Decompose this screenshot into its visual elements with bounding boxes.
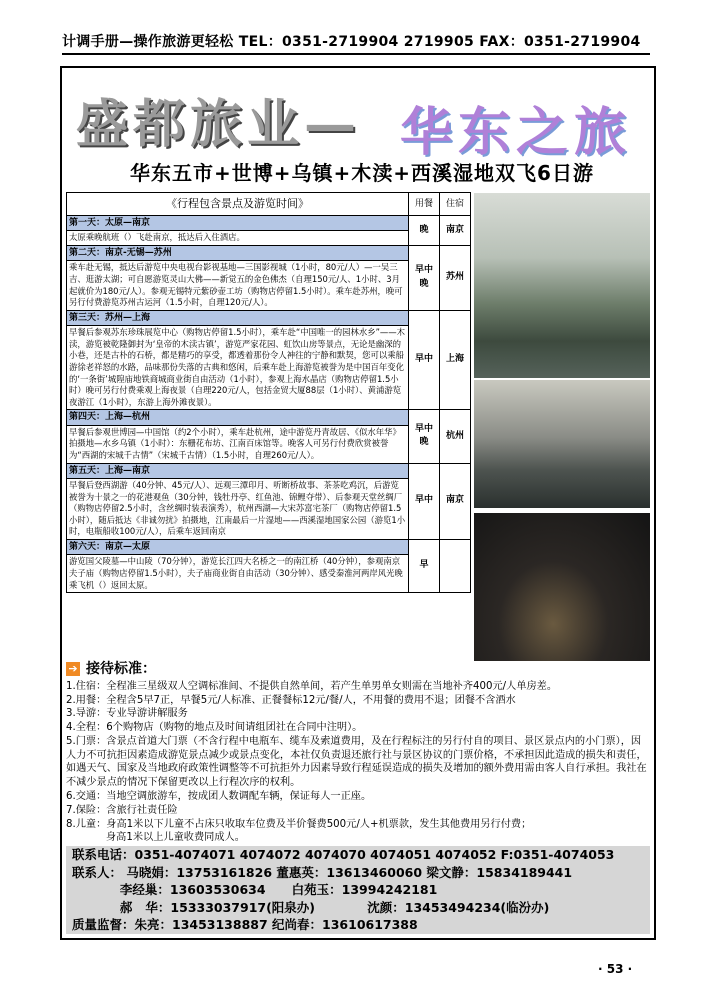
standard-item: 1.住宿：全程准三星级双人空调标准间、不提供自然单间，若产生单男单女则需在当地补齐400元/人单房差。 [66, 680, 558, 692]
shanghai-night-photo [474, 513, 650, 661]
day4-title-row [67, 410, 471, 425]
standard-item: 7.保险：含旅行社责任险 [66, 804, 178, 816]
day-title: 第三天：苏州—上海 [67, 310, 409, 325]
quality-supervision: 质量监督：朱亮：13453138887 纪尚春：13610617388 [72, 917, 418, 932]
day-title: 第二天：南京-无锡—苏州 [67, 246, 409, 261]
table-header-row [67, 193, 471, 216]
standards-heading-text: 接待标准： [86, 661, 156, 677]
day-meals: 早中 [409, 310, 440, 410]
day-text: 乘车赴无锡，抵达后游览中央电视台影视基地—三国影视城（1小时，80元/人）—一吴三吉、逛游太湖；可自愿游览灵山大佛——新觉五的金色佛杰（自理150元/人、1小时、3月起就价为180元/人）。参观无锡特元紫砂壶工坊（购物店停留1.5小时）。乘车赴苏州，晚可另行付费游览苏州古运河（1.5小时，自理120元/人）。 [67, 261, 409, 310]
day-title: 第五天：上海—南京 [67, 463, 409, 478]
day-meals: 早中晚 [409, 410, 440, 463]
garden-photo [474, 193, 650, 378]
day-meals: 早中 [409, 463, 440, 539]
day-meals: 早 [409, 539, 440, 592]
day-text: 游览国父陵墓—中山陵（70分钟），游览长江四大名桥之一的南江桥（40分钟），参观南京夫子庙（购物店停留1.5小时），夫子庙商业街自由活动（30分钟）、感受秦淮河两岸风光晚乘飞机（）返回太原。 [67, 555, 409, 593]
day6-title-row [67, 539, 471, 554]
contact-people-1: 联系人： 马晓娟：13753161826 董惠英：13613460060 梁文静：15834189441 [72, 864, 573, 880]
contact-box [66, 846, 650, 934]
banner-company: 盛都旅业— [76, 94, 362, 155]
day-text: 早餐后参观苏东珍珠展览中心（购物店停留1.5小时），乘车赴“中国唯一的园林水乡”——木渎，游览被乾隆御封为‘皇帝的木渎古镇’，游览严家花园、虹饮山房等景点，无论是幽深的小巷，还是古朴的石桥，都是精巧的享受，都透着那份令人神往的宁静和默契，您可以乘船游徐老祥怒的水路，品味那份失落的古典和悠闲，后乘车赴上海游览被誉为是中国百年变化的‘一条街’城隍庙地铁商城商业街自由活动（1小时），参观上海水晶店（购物店停留1.5小时）晚可另行付费乘观上海夜景（自理220元/人，包括金贸大厦88层（1小时）、黄浦游览夜游江（1小时），东游上海外滩夜景）。 [67, 326, 409, 410]
contact-people-2: 李经巢：13603530634 白苑玉：13994242181 [72, 882, 438, 897]
day-text: 早餐后参观世博园—中国馆（约2个小时），乘车赴杭州，途中游览丹青故居、《似水年华》拍摄地—水乡乌镇（1小时）：东栅花布坊、江南百床馆等。晚客人可另行付费欣赏被誉为“西湖的宋城千古情”（宋城千古情）（1.5小时，自理260元/人）。 [67, 425, 409, 463]
standard-item: 5.门票：含景点首道大门票（不含行程中电瓶车、缆车及索道费用，及在行程标注的另行付自的项目、景区景点内的小门票），因人力不可抗拒因素造成游览景点减少或景点变化，本社仅负责退还旅行社与景区协议的门票价格，不承担因此造成的损失和责任，如遇天气、国家及当地政府政策性调整等不可抗拒外力因素导致行程延误造成的损失及增加的额外费用需由客人自行承担。我社在不减少景点的情况下保留更改以上行程次序的权利。 [66, 735, 647, 789]
day-title: 第一天：太原—南京 [67, 216, 409, 231]
water-town-photo [474, 380, 650, 508]
day-stay: 南京 [440, 216, 471, 246]
standards-heading [66, 660, 650, 679]
day-meals: 晚 [409, 216, 440, 246]
standard-item: 2.用餐：全程含5早7正，早餐5元/人标准、正餐餐标12元/餐/人，不用餐的费用不退；团餐不含酒水 [66, 694, 516, 706]
page-number: · 53 · [598, 962, 633, 976]
col-stay: 住宿 [440, 193, 471, 216]
day-title: 第六天：南京—太原 [67, 539, 409, 554]
banner [74, 76, 650, 163]
contact-phone: 联系电话：0351-4074071 4074072 4074070 4074051 4074052 F:0351-4074053 [72, 847, 615, 862]
banner-title: 华东之旅 [400, 102, 633, 163]
day-text: 太原乘晚航班（）飞赴南京，抵达后入住酒店。 [67, 231, 409, 246]
service-standards [66, 660, 650, 845]
standard-item: 3.导游：专业导游讲解服务 [66, 708, 188, 720]
day1-title-row [67, 216, 471, 231]
col-itinerary: 《行程包含景点及游览时间》 [67, 193, 409, 216]
page-header: 计调手册—操作旅游更轻松 TEL：0351-2719904 2719905 FAX：0351-2719904 [62, 31, 650, 55]
day-stay: 南京 [440, 463, 471, 539]
day-text: 早餐后登西湖游（40分钟、45元/人）、远观三潭印月、听断桥故事、茶茶吃鸡沉，后游览被誉为十景之一的花港观鱼（30分钟，钱牡丹亭、红鱼池、锦鲤夺带）、后参观天堂丝绸厂（购物店停留2.5小时，含丝绸时装表演秀），杭州西湖—大宋苏富宅茶厂（购物店停留1.5小时），随后抵达《非诚勿扰》拍摄地，江南最后一片湿地——西溪湿地国家公园（游览1小时，电瓶船收100元/人），后乘车返回南京 [67, 478, 409, 539]
day-meals: 早中晚 [409, 246, 440, 311]
contact-people-3: 郝 华：15333037917(阳泉办) 沈颜：13453494234(临汾办) [72, 899, 550, 915]
day-stay: 杭州 [440, 410, 471, 463]
arrow-right-icon: ➔ [66, 662, 80, 676]
standard-item: 8.儿童：身高1米以下儿童不占床只收取车位费及半价餐费500元/人+机票款，发生其他费用另行付费； [66, 818, 532, 830]
day-stay: 上海 [440, 310, 471, 410]
day2-title-row [67, 246, 471, 261]
day3-title-row [67, 310, 471, 325]
standard-item: 身高1米以上儿童收费同成人。 [106, 832, 245, 844]
standard-item: 6.交通：当地空调旅游车，按成团人数调配车辆，保证每人一正座。 [66, 791, 372, 803]
day-stay [440, 539, 471, 592]
standard-item: 4.全程：6个购物店（购物的地点及时间请组团社在合同中注明）。 [66, 722, 363, 734]
day5-title-row [67, 463, 471, 478]
tour-subtitle: 华东五市+世博+乌镇+木渎+西溪湿地双飞6日游 [130, 161, 594, 185]
col-meals: 用餐 [409, 193, 440, 216]
day-stay: 苏州 [440, 246, 471, 311]
day-title: 第四天：上海—杭州 [67, 410, 409, 425]
itinerary-table [66, 192, 471, 593]
